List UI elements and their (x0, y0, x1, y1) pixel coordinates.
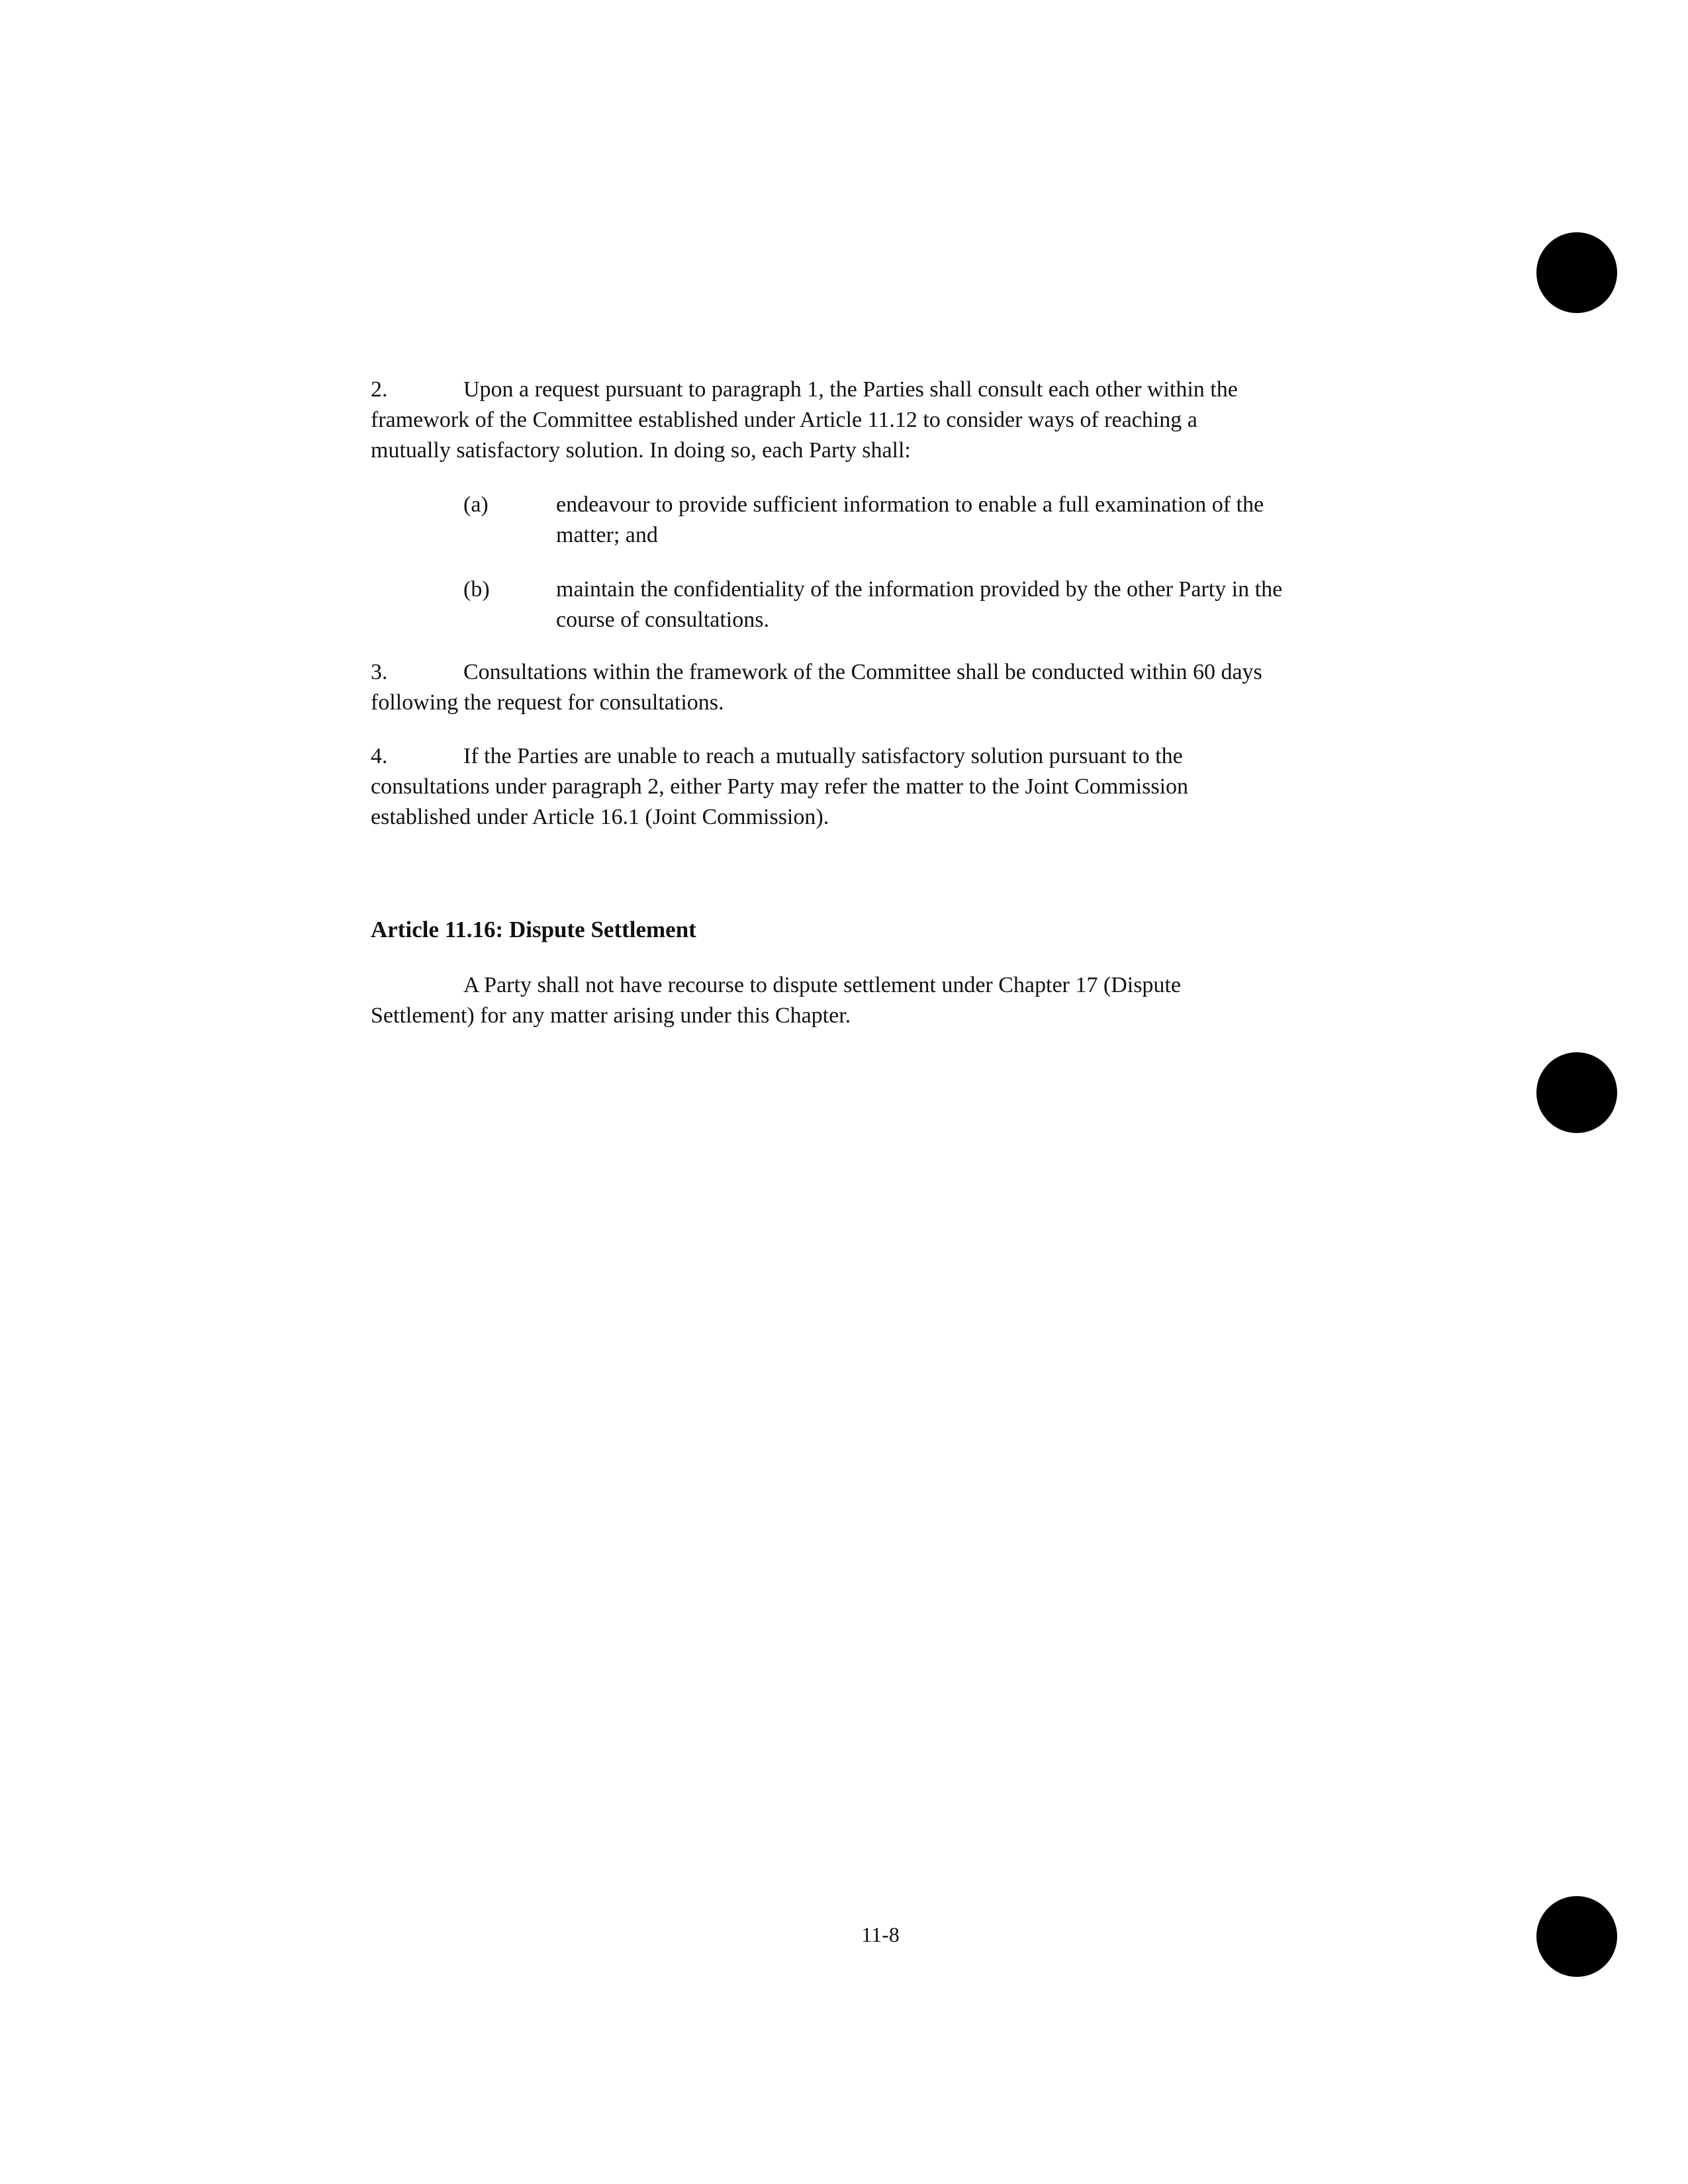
page-number: 11-8 (861, 1923, 900, 1946)
paragraph-line: mutually satisfactory solution. In doing so, each Party shall: (371, 438, 911, 463)
sub-item-line: endeavour to provide sufficient information to enable a full examination of the (556, 492, 1264, 517)
paragraph-2 (371, 375, 1403, 466)
paragraph-line: established under Article 16.1 (Joint Commission). (371, 805, 829, 829)
paragraph-line: consultations under paragraph 2, either Party may refer the matter to the Joint Commission (371, 774, 1189, 799)
sub-item-label: (b) (463, 577, 490, 602)
paragraph-number: 4. (371, 744, 388, 768)
paragraph-line: framework of the Committee established under Article 11.12 to consider ways of reaching a (371, 408, 1197, 432)
sub-item-line: matter; and (556, 523, 658, 547)
article-heading: Article 11.16: Dispute Settlement (371, 917, 696, 942)
paragraph-line: If the Parties are unable to reach a mutually satisfactory solution pursuant to the (463, 744, 1183, 768)
punch-hole-middle (1536, 1052, 1617, 1133)
paragraph-dispute-settlement (371, 970, 1403, 1031)
paragraph-line: Consultations within the framework of the Committee shall be conducted within 60 days (463, 660, 1262, 684)
paragraph-number: 2. (371, 377, 388, 402)
sub-item-line: course of consultations. (556, 608, 769, 632)
punch-hole-top (1536, 232, 1617, 313)
paragraph-line: Settlement) for any matter arising under this Chapter. (371, 1003, 851, 1028)
sub-item-line: maintain the confidentiality of the information provided by the other Party in the (556, 577, 1283, 602)
paragraph-line: A Party shall not have recourse to dispute settlement under Chapter 17 (Dispute (463, 973, 1181, 997)
paragraph-4 (371, 741, 1403, 833)
paragraph-line: Upon a request pursuant to paragraph 1, the Parties shall consult each other within the (463, 377, 1238, 402)
sub-item-label: (a) (463, 492, 489, 517)
paragraph-3 (371, 657, 1403, 718)
paragraph-number: 3. (371, 660, 388, 684)
paragraph-line: following the request for consultations. (371, 690, 724, 715)
